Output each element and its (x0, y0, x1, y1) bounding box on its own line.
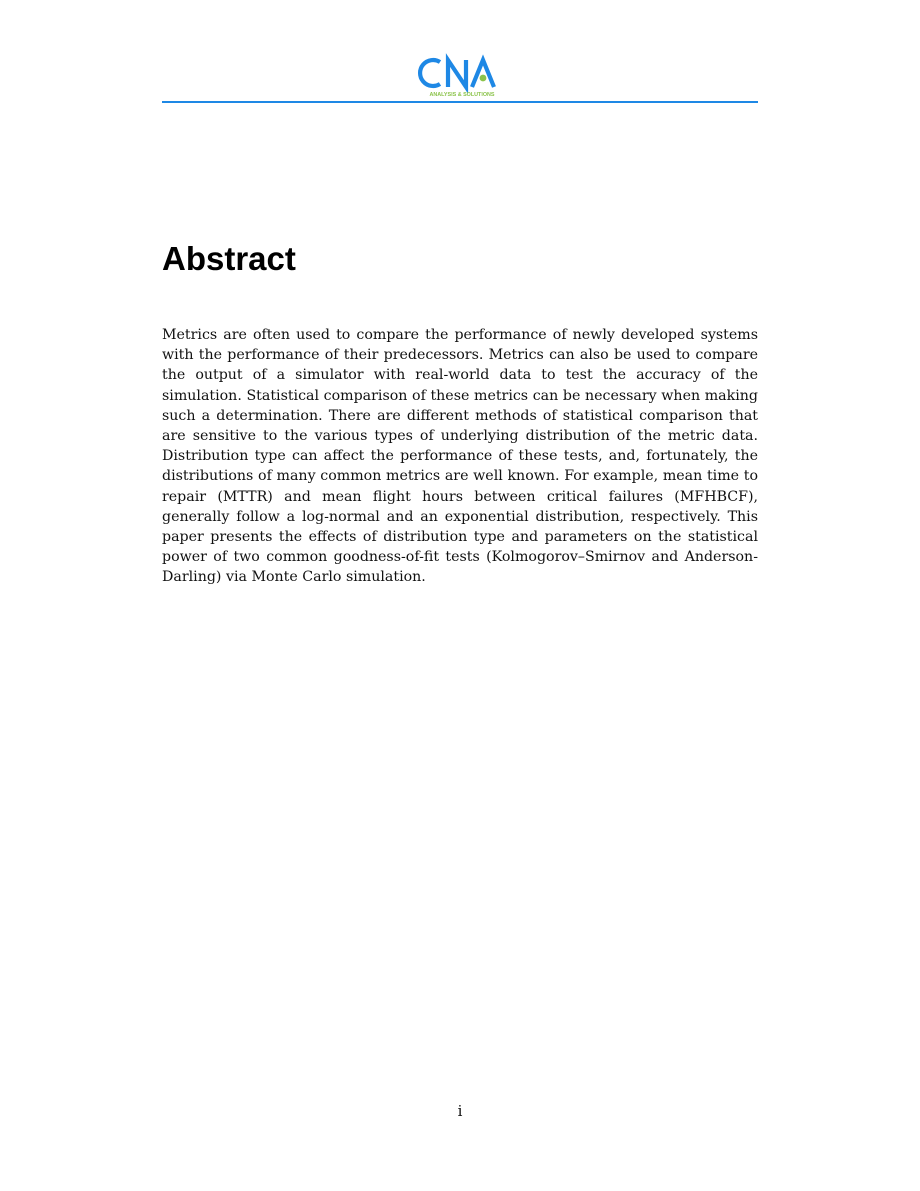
abstract-body: Metrics are often used to compare the performance of newly developed systems with the performance of their predecessors. Metrics can also be used to compare the output of a simulator with real-world data to test the accuracy of the simulation. Statistical comparison of these metrics can be necessary when making such a determination. There are different methods of statistical comparison that are sensitive to the various types of underlying distribution of the metric data. Distribution type can affect the performance of these tests, and, fortunately, the distributions of many common metrics are well known. For example, mean time to repair (MTTR) and mean flight hours between critical failures (MFHBCF), generally follow a log-normal and an exponential distribution, respectively. This paper presents the effects of distribution type and parameters on the statistical power of two common goodness-of-fit tests (Kolmogorov–Smirnov and Anderson-Darling) via Monte Carlo simulation. (162, 327, 758, 586)
cna-logo (416, 52, 508, 98)
logo-tagline: ANALYSIS & SOLUTIONS (429, 92, 495, 98)
abstract-heading: Abstract (162, 240, 296, 277)
page-number: i (457, 1102, 463, 1120)
page-header (162, 50, 758, 106)
header-rule (162, 101, 758, 103)
